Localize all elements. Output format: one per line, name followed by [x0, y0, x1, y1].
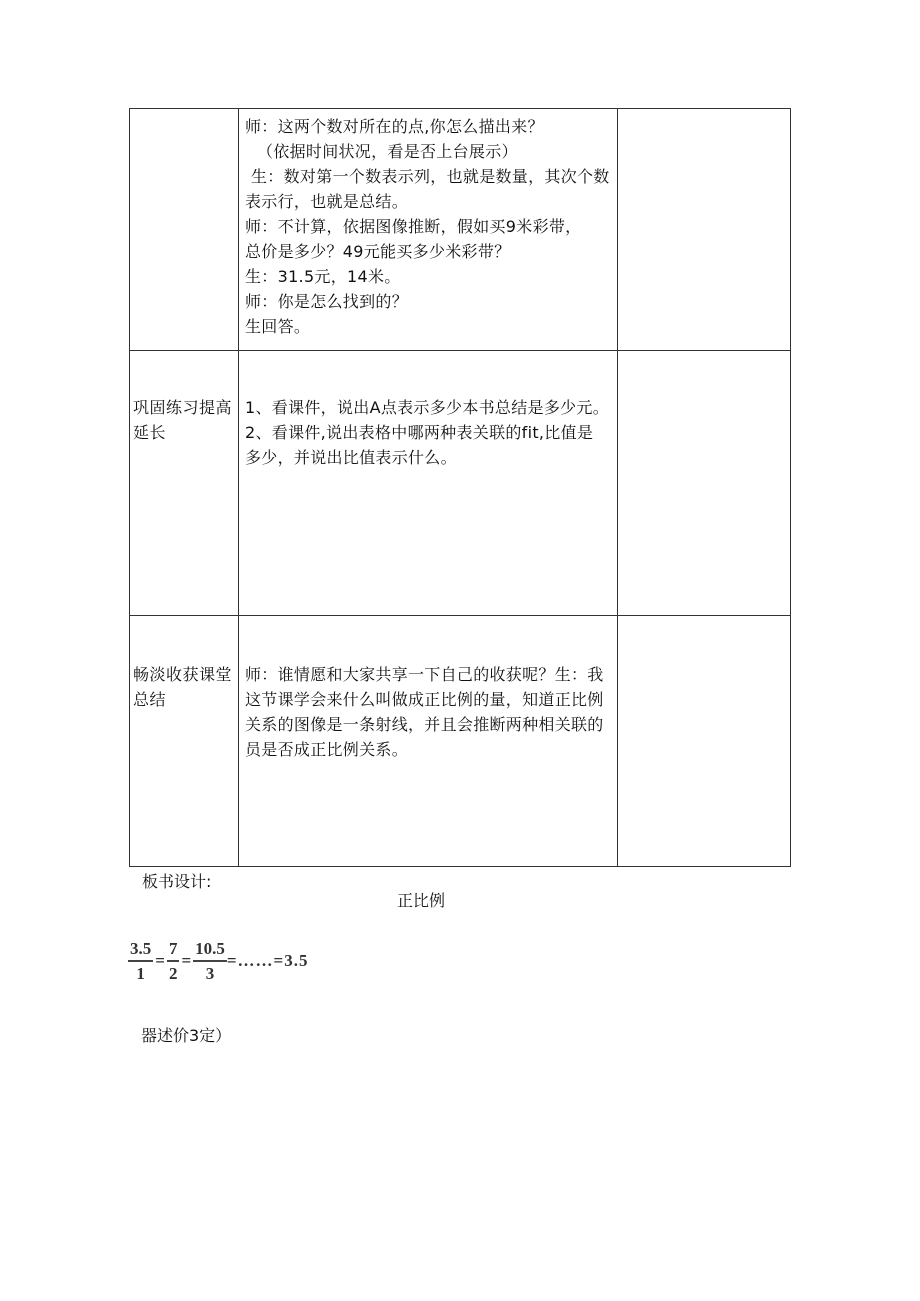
fraction — [167, 939, 180, 983]
numerator: 7 — [167, 939, 180, 962]
lesson-plan-table — [129, 108, 791, 867]
dialog-line: 师：不计算，依据图像推断，假如买9米彩带， — [245, 217, 582, 236]
board-design-label: 板书设计: — [142, 872, 212, 891]
denominator: 3 — [205, 964, 215, 983]
exercise-line: 2、看课件,说出表格中哪两种表关联的fit,比值是 — [245, 423, 594, 442]
fraction — [193, 939, 227, 983]
stage-title: 畅淡收获课堂 — [133, 665, 233, 684]
table-row — [130, 109, 791, 351]
stage-title: 巩固练习提高 — [133, 398, 233, 417]
board-title: 正比例 — [397, 891, 446, 910]
summary-line: 师：谁情愿和大家共享一下自己的收获呢？生：我 — [245, 665, 604, 684]
dialog-line: 师：这两个数对所在的点,你怎么描出来？ — [245, 117, 544, 136]
dialog-line: 生：31.5元，14米。 — [245, 267, 401, 286]
stage-title: 总结 — [133, 690, 167, 709]
denominator: 2 — [168, 964, 178, 983]
summary-line: 这节课学会来什么叫做成正比例的量，知道正比例 — [245, 690, 604, 709]
table-row — [130, 351, 791, 616]
dialog-line: 师：你是怎么找到的？ — [245, 292, 409, 311]
stage-title: 延长 — [133, 423, 167, 442]
fraction — [128, 939, 153, 983]
equals-sign: = — [181, 951, 192, 970]
numerator: 10.5 — [193, 939, 227, 962]
notes-cell — [618, 109, 791, 351]
notes-cell — [618, 616, 791, 867]
stage-cell — [130, 351, 239, 616]
summary-line: 员是否成正比例关系。 — [245, 740, 409, 759]
dialog-line: 表示行，也就是总结。 — [245, 192, 409, 211]
formula-result: =……=3.5 — [226, 951, 309, 970]
exercise-line: 多少，并说出比值表示什么。 — [245, 448, 457, 467]
table-row — [130, 616, 791, 867]
dialog-line: 生回答。 — [245, 317, 311, 336]
notes-cell — [618, 351, 791, 616]
dialog-line: （依据时间状况，看是否上台展示） — [257, 142, 518, 161]
stage-cell — [130, 109, 239, 351]
numerator: 3.5 — [128, 939, 153, 962]
exercise-line: 1、看课件，说出A点表示多少本书总结是多少元。 — [245, 398, 610, 417]
summary-line: 关系的图像是一条射线，并且会推断两种相关联的 — [245, 715, 604, 734]
footer-note: 器述价3定） — [141, 1026, 232, 1045]
denominator: 1 — [136, 964, 145, 983]
ratio-formula — [128, 937, 309, 985]
activity-cell — [239, 351, 618, 616]
stage-cell — [130, 616, 239, 867]
dialog-line: 生：数对第一个数表示列，也就是数量，其次个数 — [251, 167, 610, 186]
activity-cell — [239, 109, 618, 351]
activity-cell — [239, 616, 618, 867]
dialog-line: 总价是多少？49元能买多少米彩带？ — [245, 242, 511, 261]
equals-sign: = — [155, 951, 165, 970]
